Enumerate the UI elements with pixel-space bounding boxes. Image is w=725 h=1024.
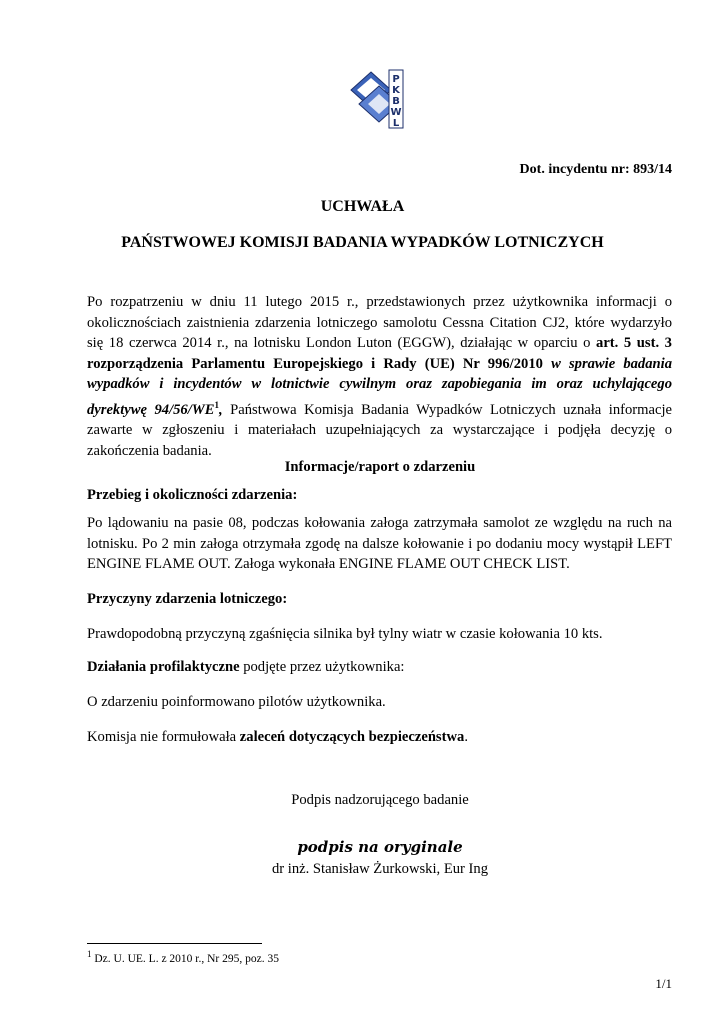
causes-heading: Przyczyny zdarzenia lotniczego: bbox=[87, 591, 288, 607]
footnote-divider bbox=[87, 943, 262, 944]
signature-handwritten: podpis na oryginale bbox=[297, 838, 463, 856]
signatory-name: dr inż. Stanisław Żurkowski, Eur Ing bbox=[271, 861, 489, 877]
footnote-mark: 1 bbox=[214, 399, 219, 410]
svg-text:P: P bbox=[392, 74, 400, 85]
actions-heading-rest: podjęte przez użytkownika: bbox=[239, 659, 405, 675]
intro-paragraph bbox=[87, 292, 672, 462]
course-text: Po lądowaniu na pasie 08, podczas kołowania załoga zatrzymała samolot ze względu na ruch na lotnisku. Po 2 min załoga otrzymała zgodę na dalsze kołowanie i po dodaniu mocy wystąpił LEFT ENGINE FLAME OUT. Załoga wykonała ENGINE FLAME OUT CHECK LIST. bbox=[87, 515, 672, 573]
pkbwl-logo-icon bbox=[349, 68, 407, 130]
footnote-number: 1 bbox=[87, 949, 92, 959]
actions-line bbox=[87, 657, 672, 678]
report-heading: Informacje/raport o zdarzeniu bbox=[284, 459, 476, 475]
incident-reference: Dot. incydentu nr: 893/14 bbox=[519, 162, 672, 177]
svg-text:L: L bbox=[392, 118, 400, 129]
footnote-text: Dz. U. UE. L. z 2010 r., Nr 295, poz. 35 bbox=[91, 952, 279, 965]
actions-heading: Działania profilaktyczne bbox=[87, 659, 240, 675]
signature-label: Podpis nadzorującego badanie bbox=[291, 792, 469, 808]
intro-text-1: Po rozpatrzeniu w dniu 11 lutego 2015 r., przedstawionych przez użytkownika informacji o okolicznościach zaistnienia zdarzenia lotniczego samolotu Cessna Citation CJ2, które wydarzyło się 18 czerwca 2014 r., na lotnisku London Luton (EGGW), działając w oparciu o bbox=[87, 294, 672, 352]
page-number: 1/1 bbox=[655, 976, 672, 991]
commission-pre: Komisja nie formułowała bbox=[87, 729, 240, 745]
document-subtitle: PAŃSTWOWEJ KOMISJI BADANIA WYPADKÓW LOTNICZYCH bbox=[121, 234, 604, 251]
intro-text-2: Państwowa Komisja Badania Wypadków Lotniczych uznała informacje zawarte w zgłoszeniu i materiałach uzupełniających za wystarczające i podjęła decyzję o zakończenia badania. bbox=[87, 401, 672, 460]
footnote bbox=[87, 949, 279, 965]
course-heading: Przebieg i okoliczności zdarzenia: bbox=[87, 487, 298, 503]
intro-legal-basis: art. 5 ust. 3 rozporządzenia Parlamentu Europejskiego i Rady (UE) Nr 996/2010 bbox=[87, 335, 672, 372]
intro-comma: , bbox=[218, 401, 223, 418]
commission-post: . bbox=[464, 729, 468, 745]
svg-text:B: B bbox=[392, 96, 400, 107]
svg-text:W: W bbox=[390, 107, 402, 118]
intro-regulation-title: w sprawie badania wypadków i incydentów w lotnictwie cywilnym oraz zapobiegania im oraz uchylającego dyrektywę 94/56/WE bbox=[87, 355, 672, 418]
commission-line bbox=[87, 727, 672, 748]
commission-recommendations: zaleceń dotyczących bezpieczeństwa bbox=[239, 729, 465, 745]
svg-text:K: K bbox=[392, 85, 400, 96]
causes-text: Prawdopodobną przyczyną zgaśnięcia silnika był tylny wiatr w czasie kołowania 10 kts. bbox=[87, 626, 603, 642]
actions-text: O zdarzeniu poinformowano pilotów użytkownika. bbox=[87, 694, 386, 710]
document-title: UCHWAŁA bbox=[320, 198, 405, 215]
